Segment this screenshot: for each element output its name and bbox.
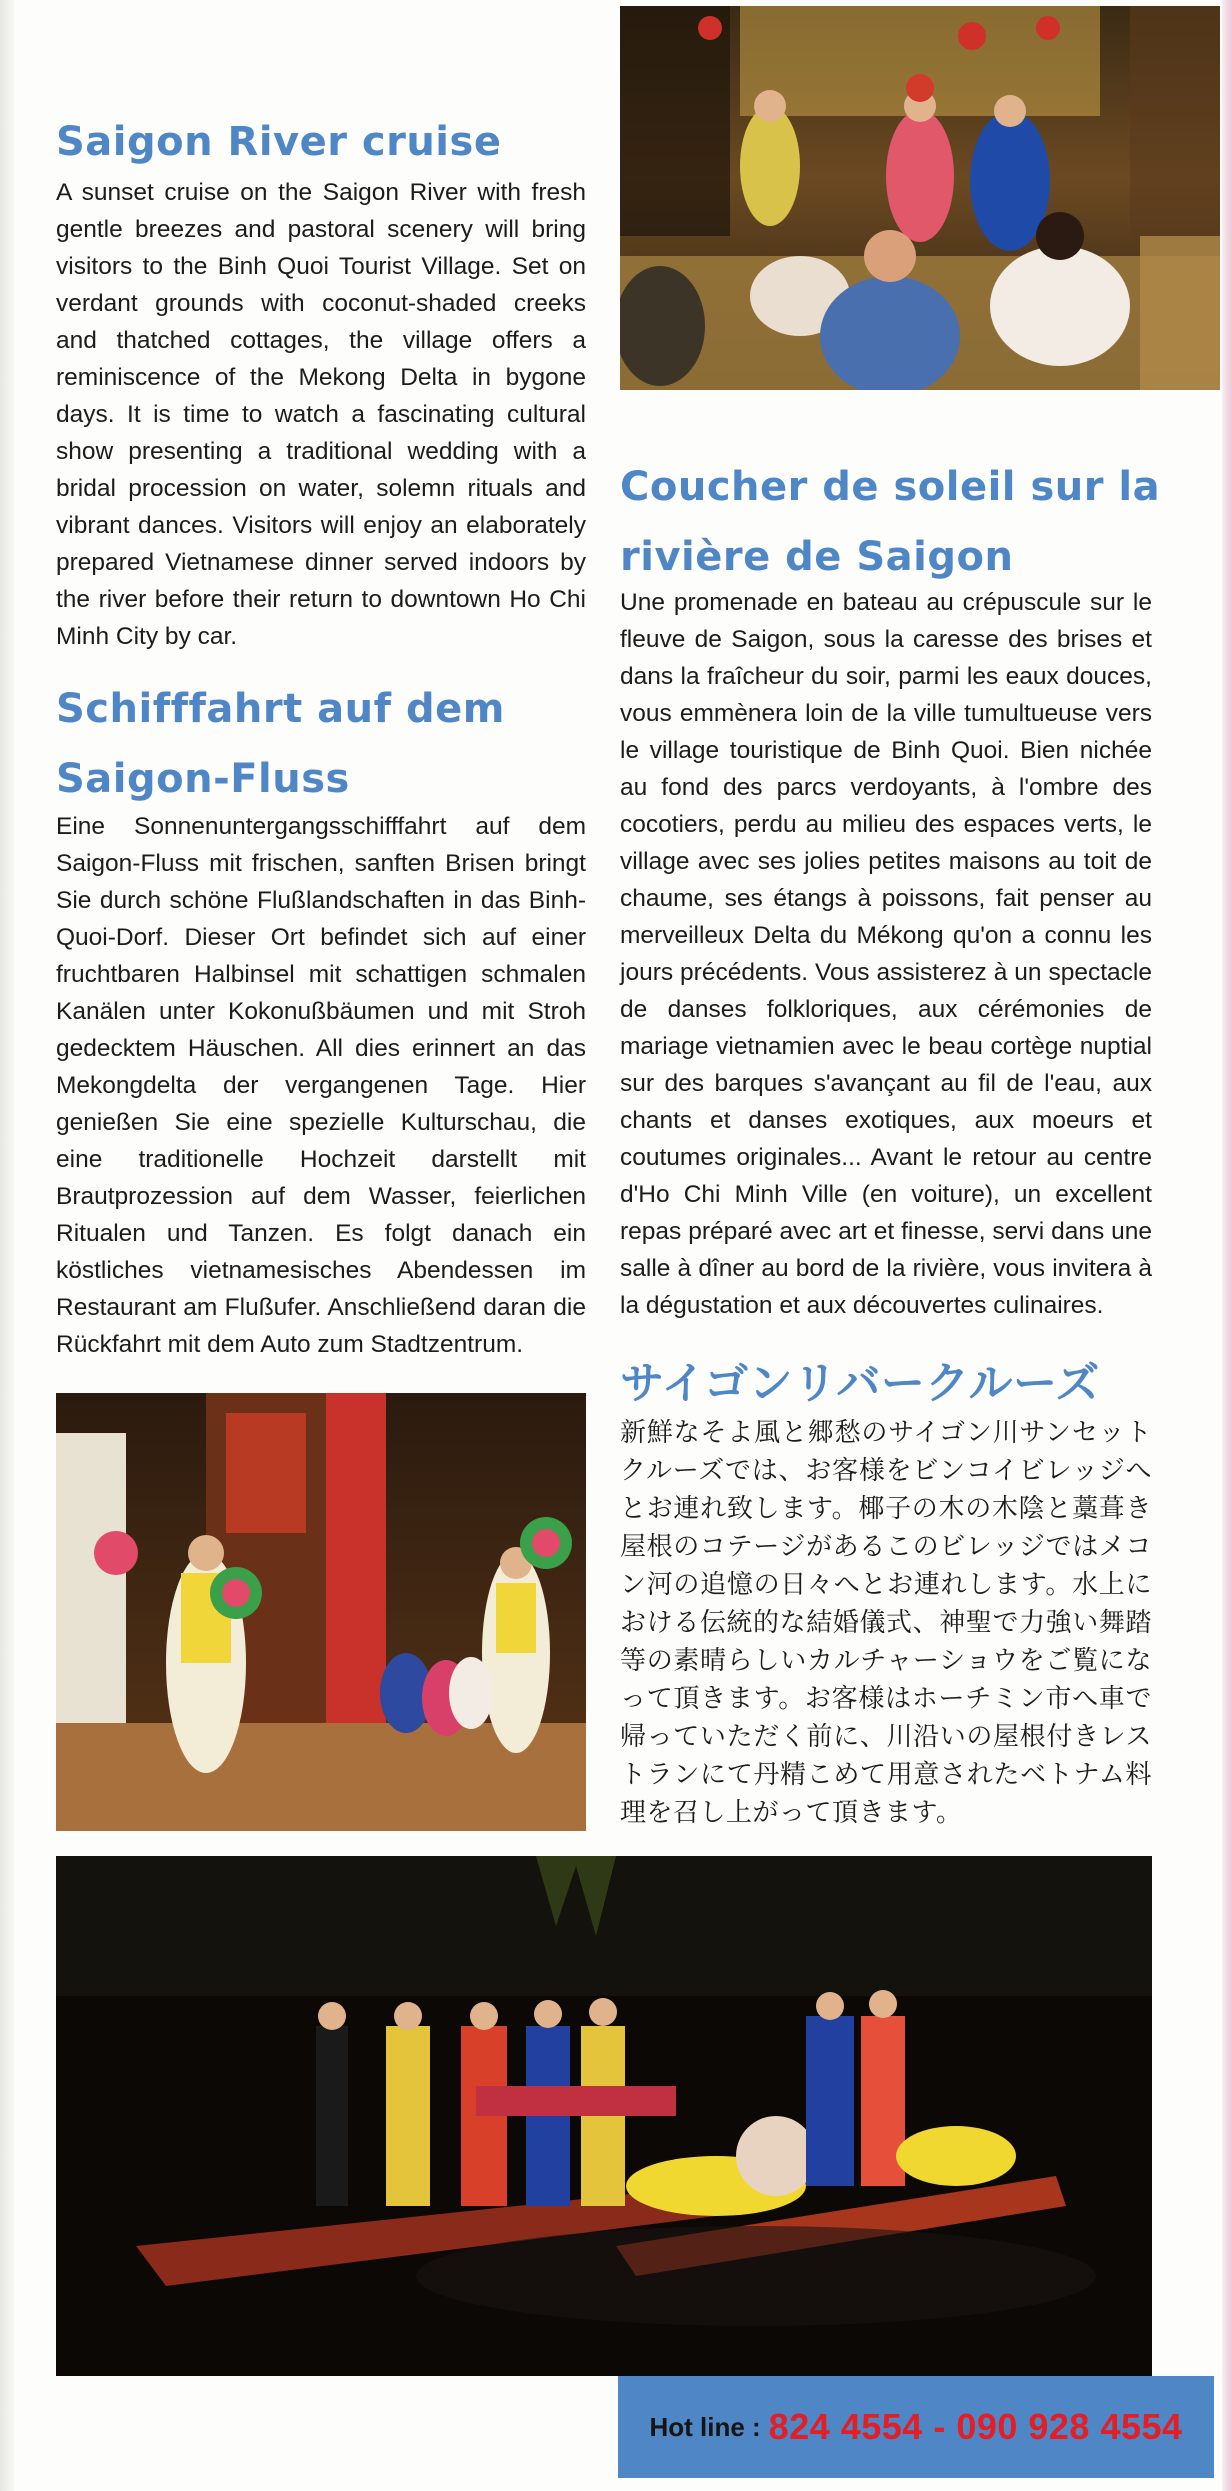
french-title: Coucher de soleil sur la rivière de Saigon bbox=[620, 464, 1161, 580]
german-title: Schifffahrt auf dem Saigon-Fluss bbox=[56, 686, 505, 802]
french-body: Une promenade en bateau au crépuscule sur le fleuve de Saigon, sous la caresse des brises et dans la fraîcheur du soir, parmi les eaux douces, vous emmènera loin de la ville tumultueuse vers le village touristique de Binh Quoi. Bien nichée au fond des parcs verdoyants, à l'ombre des cocotiers, perdu au milieu des espaces verts, le village avec ses jolies petites maisons au toit de chaume, ses étangs à poissons, fait penser au merveilleux Delta du Mékong qu'on a connu les jours précédents. Vous assisterez à un spectacle de danses folkloriques, aux cérémonies de mariage vietnamien avec le beau cortège nuptial sur des barques s'avançant au fil de l'eau, aux chants et danses exotiques, aux moeurs et coutumes originales... Avant le retour au centre d'Ho Chi Minh Ville (en voiture), un excellent repas préparé avec art et finesse, servi dans une salle à dîner au bord de la rivière, vous invitera à la dégustation et aux découvertes culinaires. bbox=[620, 589, 1152, 1319]
hotline-bar bbox=[618, 2376, 1214, 2478]
page-right-edge bbox=[1222, 0, 1232, 2491]
german-body: Eine Sonnenuntergangsschifffahrt auf dem Saigon-Fluss mit frischen, sanften Brisen bringt Sie durch schöne Flußlandschaften in das Binh-Quoi-Dorf. Dieser Ort befindet sich auf einer fruchtbaren Halbinsel mit schattigen schmalen Kanälen unter Kokonußbäumen und mit Stroh gedecktem Häuschen. All dies erinnert an das Mekongdelta der vergangenen Tage. Hier genießen Sie eine spezielle Kulturschau, die eine traditionelle Hochzeit darstellt mit Brautprozession auf dem Wasser, feierlichen Ritualen und Tanzen. Es folgt danach ein köstliches vietnamesisches Abendessen im Restaurant am Flußufer. Anschließend daran die Rückfahrt mit dem Auto zum Stadtzentrum. bbox=[56, 813, 586, 1358]
japanese-body: 新鮮なそよ風と郷愁のサイゴン川サンセットクルーズでは、お客様をビンコイビレッジへとお連れ致します。椰子の木の木陰と藁葺き屋根のコテージがあるこのビレッジではメコン河の追憶の日々へとお連れします。水上における伝統的な結婚儀式、神聖で力強い舞踏等の素晴らしいカルチャーショウをご覧になって頂きます。お客様はホーチミン市へ車で帰っていただく前に、川沿いの屋根付きレストランにて丹精こめて用意されたベトナム料理を召し上がって頂きます。 bbox=[620, 1418, 1152, 1828]
english-body: A sunset cruise on the Saigon River with fresh gentle breezes and pastoral scenery will bring visitors to the Binh Quoi Tourist Village. Set on verdant grounds with coconut-shaded creeks and thatched cottages, the village offers a reminiscence of the Mekong Delta in bygone days. It is time to watch a fascinating cultural show presenting a traditional wedding with a bridal procession on water, solemn rituals and vibrant dances. Visitors will enjoy an elaborately prepared Vietnamese dinner served indoors by the river before their return to downtown Ho Chi Minh City by car. bbox=[56, 179, 586, 650]
japanese-title: サイゴンリバークルーズ bbox=[620, 1358, 1100, 1409]
boat-procession-photo bbox=[56, 1856, 1152, 2376]
hotline-numbers[interactable]: 824 4554 - 090 928 4554 bbox=[768, 2406, 1183, 2447]
english-title: Saigon River cruise bbox=[56, 119, 502, 165]
ceremony-photo bbox=[620, 6, 1220, 390]
hotline-label: Hot line : bbox=[649, 2411, 761, 2442]
dancers-photo bbox=[56, 1393, 586, 1831]
page-left-edge bbox=[0, 0, 14, 2491]
